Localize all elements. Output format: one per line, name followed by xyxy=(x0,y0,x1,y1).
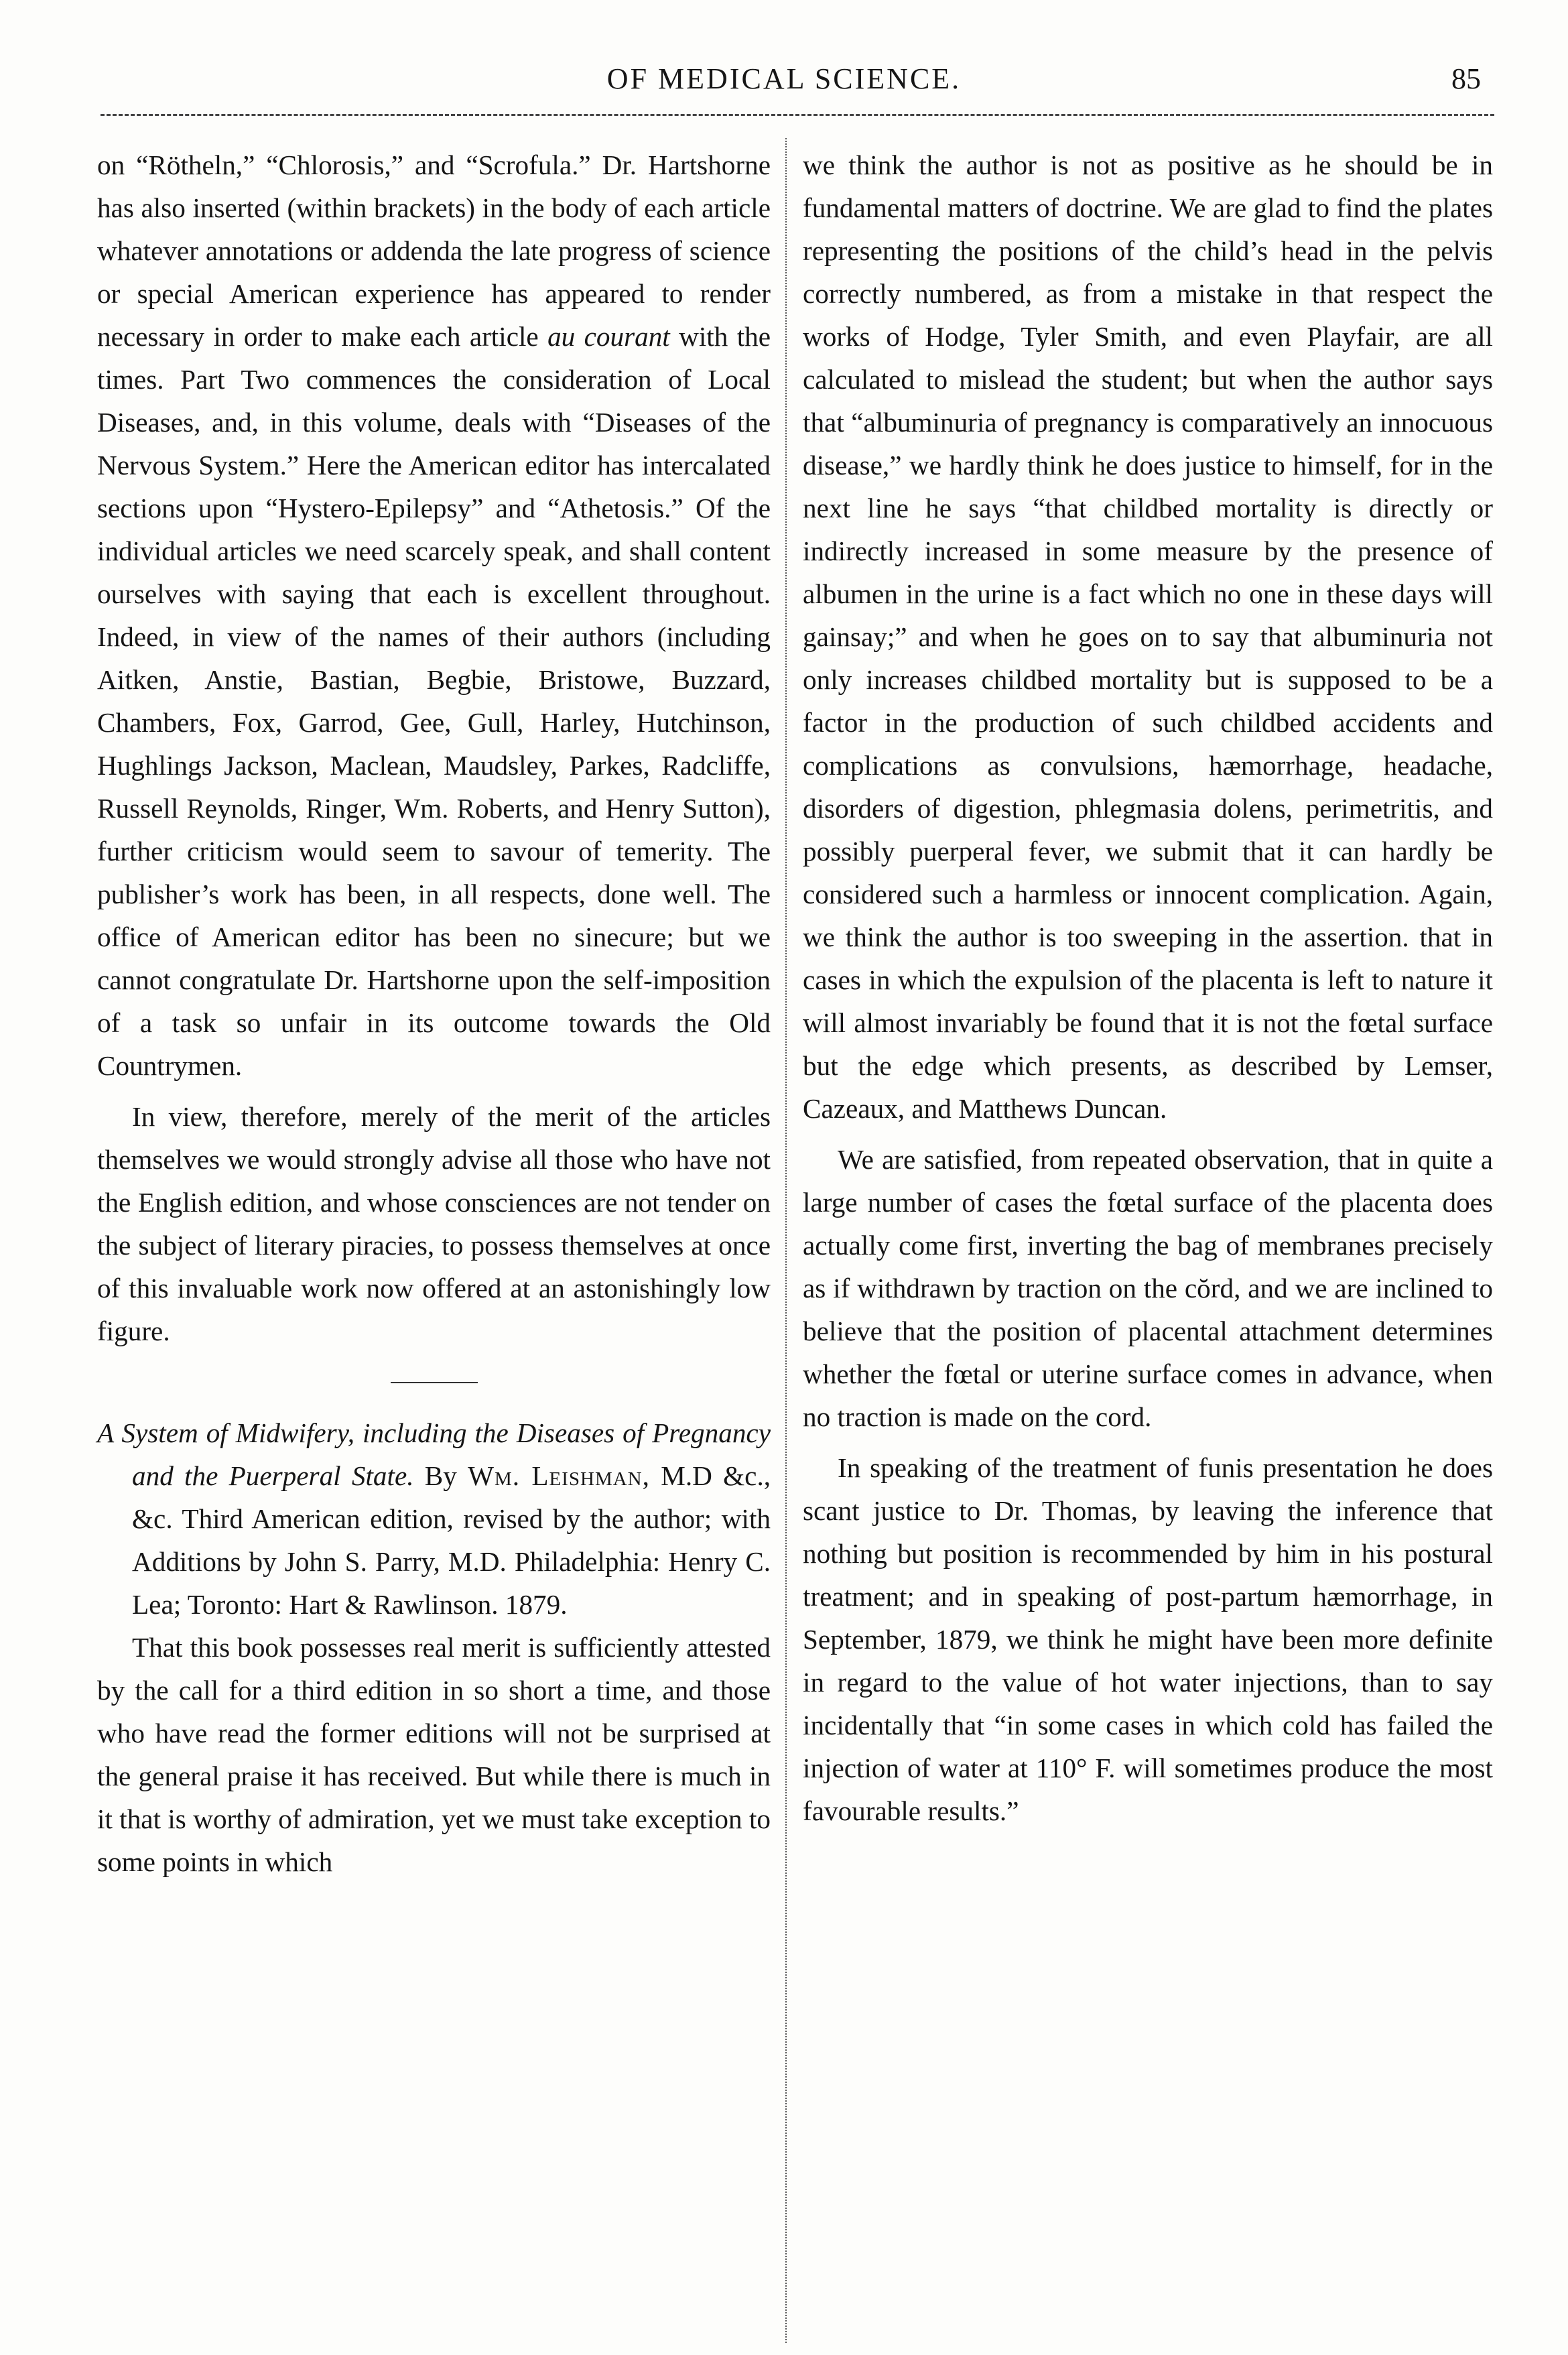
column-divider xyxy=(785,138,787,2343)
page-number: 85 xyxy=(1451,62,1481,95)
running-header xyxy=(80,62,1488,102)
text-run: with the times. Part Two commences the consideration of Local Diseases, and, in this volume, deals with “Diseases of the Nervous System.” Here the American editor has intercalated sections upon “Hystero-Epilepsy” and “Athetosis.” Of the individual articles we need scarcely speak, and shall content ourselves with saying that each is excellent throughout. Indeed, in view of the names of their authors (including Aitken, Anstie, Bastian, Begbie, Bristowe, Buzzard, Chambers, Fox, Garrod, Gee, Gull, Harley, Hutchinson, Hughlings Jackson, Maclean, Maudsley, Parkes, Radcliffe, Russell Reynolds, Ringer, Wm. Roberts, and Henry Sutton), further criticism would seem to savour of temerity. The publisher’s work has been, in all respects, done well. The office of American editor has been no sinecure; but we cannot congratulate Dr. Hartshorne upon the self-imposition of a task so unfair in its outcome towards the Old Countrymen. xyxy=(97,321,771,1081)
paragraph: That this book possesses real merit is sufficiently attested by the call for a third edition in so short a time, and those who have read the former editions will not be surprised at the general praise it has received. But while there is much in it that is worthy of admiration, yet we must take exception to some points in which xyxy=(97,1632,771,1877)
paragraph xyxy=(97,143,771,1087)
running-title: OF MEDICAL SCIENCE. xyxy=(606,62,962,95)
book-title: A System of Midwifery, including the Diseases of Pregnancy and the Puerperal State. xyxy=(97,1417,771,1491)
text-run: M.D &c., &c. Third American edition, revised by the author; with Additions by John S. Parry, M.D. Philadelphia: Henry C. Lea; Toronto: Hart & Rawlinson. 1879. xyxy=(132,1460,771,1620)
paragraph: we think the author is not as positive as he should be in fundamental matters of doctrine. We are glad to find the plates representing the positions of the child’s head in the pelvis correctly numbered, as from a mistake in that respect the works of Hodge, Tyler Smith, and even Playfair, are all calculated to mislead the student; but when the author says that “albuminuria of pregnancy is comparatively an innocuous disease,” we hardly think he does justice to himself, for in the next line he says “that childbed mortality is directly or indirectly increased in some measure by the presence of albumen in the urine is a fact which no one in these days will gainsay;” and when he goes on to say that albuminuria not only increases childbed mortality but is supposed to be a factor in the production of such childbed accidents and complications as convulsions, hæmorrhage, headache, disorders of digestion, phlegmasia dolens, perimetritis, and possibly puerperal fever, we submit that it can hardly be considered such a harmless or innocent complication. Again, we think the author is too sweeping in the assertion. that in cases in which the expulsion of the placenta is left to nature it will almost invariably be found that it is not the fœtal surface but the edge which presents, as described by Lemser, Cazeaux, and Matthews Duncan. xyxy=(803,149,1493,1124)
paragraph: In view, therefore, merely of the merit of the articles themselves we would strongly advise all those who have not the English edition, and whose consciences are not tender on the subject of literary piracies, to possess themselves at once of this invaluable work now offered at an astonishingly low figure. xyxy=(97,1101,771,1346)
right-column xyxy=(803,143,1493,1832)
text-run: By xyxy=(424,1460,457,1491)
author-name: Wm. Leishman, xyxy=(468,1460,650,1491)
header-rule xyxy=(101,114,1494,116)
paragraph: In speaking of the treatment of funis presentation he does scant justice to Dr. Thomas, by leaving the inference that nothing but position is recommended by him in his postural treatment; and in speaking of post-partum hæmorrhage, in September, 1879, we think he might have been more definite in regard to the value of hot water injections, than to say incidentally that “in some cases in which cold has failed the injection of water at 110° F. will sometimes produce the most favourable results.” xyxy=(803,1452,1493,1826)
left-column xyxy=(97,143,771,1883)
section-divider xyxy=(391,1382,478,1383)
italic-phrase: au courant xyxy=(547,321,670,352)
text-run: on “Rötheln,” “Chlorosis,” and “Scrofula.” Dr. Hartshorne has also inserted (within brackets) in the body of each article whatever annotations or addenda the late progress of science or special American experience has appeared to render necessary in order to make each article xyxy=(97,149,771,352)
review-heading xyxy=(97,1411,771,1626)
paragraph: We are satisfied, from repeated observation, that in quite a large number of cases the fœtal surface of the placenta does actually come first, inverting the bag of membranes precisely as if withdrawn by traction on the cŏrd, and we are inclined to believe that the position of placental attachment determines whether the fœtal or uterine surface comes in advance, when no traction is made on the cord. xyxy=(803,1144,1493,1432)
